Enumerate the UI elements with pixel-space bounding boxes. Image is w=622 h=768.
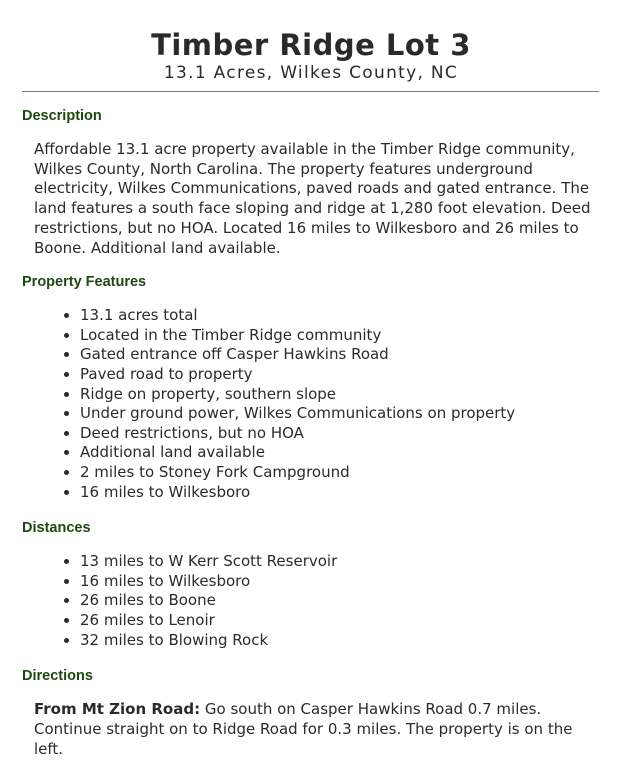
list-item: • 32 miles to Blowing Rock xyxy=(80,631,622,651)
page-header xyxy=(0,0,622,83)
list-item: • Additional land available xyxy=(80,443,622,463)
page-subtitle: 13.1 Acres, Wilkes County, NC xyxy=(163,63,459,83)
list-item: • 16 miles to Wilkesboro xyxy=(80,572,622,592)
header-divider xyxy=(22,91,599,92)
list-item: • 16 miles to Wilkesboro xyxy=(80,483,622,503)
list-item: • Located in the Timber Ridge community xyxy=(80,326,622,346)
list-item: • 2 miles to Stoney Fork Campground xyxy=(80,463,622,483)
list-item: • Gated entrance off Casper Hawkins Road xyxy=(80,345,622,365)
directions-heading: Directions xyxy=(22,668,93,685)
directions-text xyxy=(34,700,594,759)
page-title: Timber Ridge Lot 3 xyxy=(151,28,471,62)
list-item: • Under ground power, Wilkes Communications on property xyxy=(80,404,622,424)
description-text: Affordable 13.1 acre property available in the Timber Ridge community, Wilkes County, North Carolina. The property features underground electricity, Wilkes Communications, paved roads and gated entrance. The land features a south face sloping and ridge at 1,280 foot elevation. Deed restrictions, but no HOA. Located 16 miles to Wilkesboro and 26 miles to Boone. Additional land available. xyxy=(34,140,591,257)
list-item: • 13 miles to W Kerr Scott Reservoir xyxy=(80,552,622,572)
list-item: • Paved road to property xyxy=(80,365,622,385)
list-item: • Ridge on property, southern slope xyxy=(80,385,622,405)
list-item: • Deed restrictions, but no HOA xyxy=(80,424,622,444)
distances-heading: Distances xyxy=(22,520,91,537)
directions-body: Go south on Casper Hawkins Road 0.7 miles. Continue straight on to Ridge Road for 0.3 miles. The property is on the left. xyxy=(34,700,573,758)
features-heading: Property Features xyxy=(22,274,147,291)
list-item: • 26 miles to Boone xyxy=(80,591,622,611)
list-item: • 13.1 acres total xyxy=(80,306,622,326)
distances-list xyxy=(0,552,622,650)
directions-lead: From Mt Zion Road: xyxy=(34,700,201,719)
list-item: • 26 miles to Lenoir xyxy=(80,611,622,631)
features-list xyxy=(0,306,622,502)
description-heading: Description xyxy=(22,108,102,124)
